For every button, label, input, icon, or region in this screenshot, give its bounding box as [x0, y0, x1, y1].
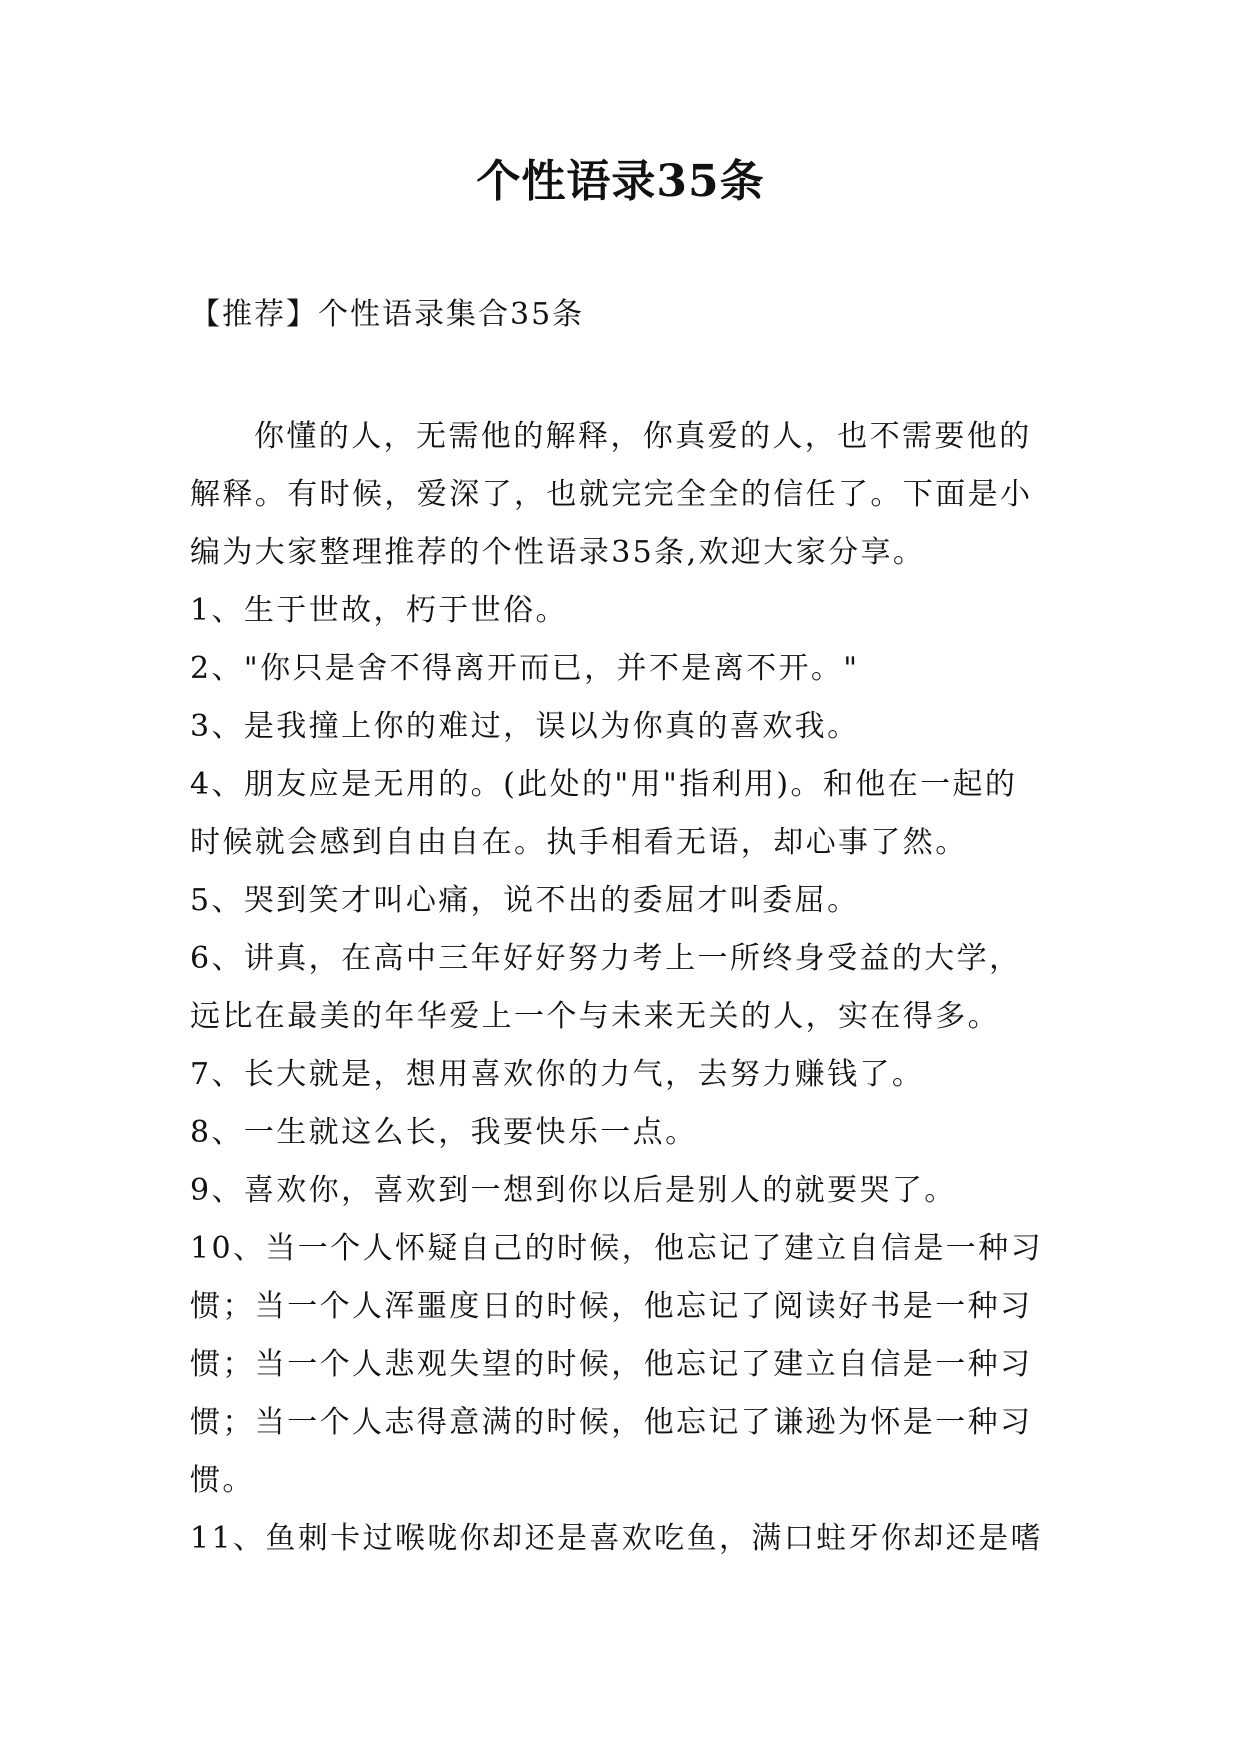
- quote-line: 8、一生就这么长，我要快乐一点。: [190, 1115, 698, 1150]
- quote-item-8: [190, 1104, 1052, 1162]
- document-subtitle: 【推荐】个性语录集合35条: [190, 297, 585, 332]
- quote-line: 惯；当一个人志得意满的时候，他忘记了谦逊为怀是一种习: [190, 1405, 1033, 1440]
- quote-line: 11、鱼刺卡过喉咙你却还是喜欢吃鱼，满口蛀牙你却还是嗜: [190, 1521, 1043, 1556]
- quote-line: 2、"你只是舍不得离开而已，并不是离不开。": [190, 651, 860, 686]
- quote-line: 7、长大就是，想用喜欢你的力气，去努力赚钱了。: [190, 1057, 925, 1092]
- intro-line: 编为大家整理推荐的个性语录35条,欢迎大家分享。: [190, 535, 926, 570]
- quote-line: 远比在最美的年华爱上一个与未来无关的人，实在得多。: [190, 999, 1000, 1034]
- quote-line: 4、朋友应是无用的。(此处的"用"指利用)。和他在一起的: [190, 767, 1018, 802]
- quote-line: 9、喜欢你，喜欢到一想到你以后是别人的就要哭了。: [190, 1173, 957, 1208]
- document-title: 个性语录35条: [476, 156, 765, 207]
- quote-item-3: [190, 698, 1052, 756]
- quote-line: 惯；当一个人浑噩度日的时候，他忘记了阅读好书是一种习: [190, 1289, 1033, 1324]
- document-body: [190, 408, 1052, 1568]
- quote-item-6: [190, 930, 1052, 1046]
- quote-line: 惯。: [190, 1463, 255, 1498]
- intro-paragraph: [190, 408, 1052, 582]
- quote-item-2: [190, 640, 1052, 698]
- quote-line: 时候就会感到自由自在。执手相看无语，却心事了然。: [190, 825, 968, 860]
- quote-line: 10、当一个人怀疑自己的时候，他忘记了建立自信是一种习: [190, 1231, 1043, 1266]
- quote-line: 5、哭到笑才叫心痛，说不出的委屈才叫委屈。: [190, 883, 860, 918]
- intro-line: 你懂的人，无需他的解释，你真爱的人，也不需要他的: [254, 419, 1032, 454]
- quote-line: 1、生于世故，朽于世俗。: [190, 593, 568, 628]
- quote-item-4: [190, 756, 1052, 872]
- quote-item-9: [190, 1162, 1052, 1220]
- quote-item-10: [190, 1220, 1052, 1510]
- quote-item-1: [190, 582, 1052, 640]
- quote-item-5: [190, 872, 1052, 930]
- quote-item-7: [190, 1046, 1052, 1104]
- quote-line: 6、讲真，在高中三年好好努力考上一所终身受益的大学，: [190, 941, 1022, 976]
- quote-line: 3、是我撞上你的难过，误以为你真的喜欢我。: [190, 709, 860, 744]
- quote-item-11: [190, 1510, 1052, 1568]
- quote-line: 惯；当一个人悲观失望的时候，他忘记了建立自信是一种习: [190, 1347, 1033, 1382]
- intro-line: 解释。有时候，爱深了，也就完完全全的信任了。下面是小: [190, 477, 1033, 512]
